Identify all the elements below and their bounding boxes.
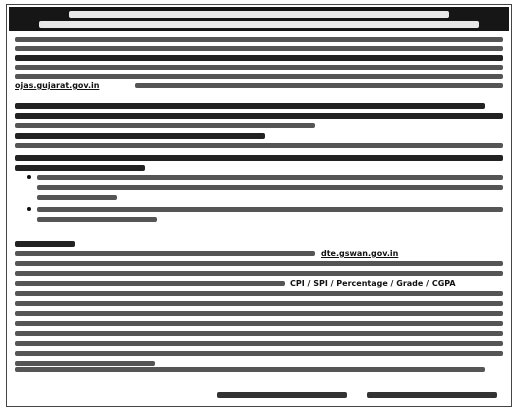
ojas-link[interactable]: ojas.gujarat.gov.in — [15, 81, 100, 90]
final-note — [15, 367, 503, 383]
grading-systems-text: CPI / SPI / Percentage / Grade / CGPA — [290, 279, 456, 288]
notice-header — [9, 7, 509, 31]
intro-paragraph — [15, 37, 503, 97]
header-line-1 — [69, 11, 449, 18]
dates-block — [15, 103, 503, 149]
header-line-2 — [39, 21, 479, 28]
qualification-section — [15, 155, 503, 235]
reference-number — [217, 392, 347, 398]
signatory — [367, 392, 497, 398]
dte-link[interactable]: dte.gswan.gov.in — [321, 249, 399, 258]
notes-section — [15, 241, 503, 361]
notice-page — [6, 4, 512, 407]
